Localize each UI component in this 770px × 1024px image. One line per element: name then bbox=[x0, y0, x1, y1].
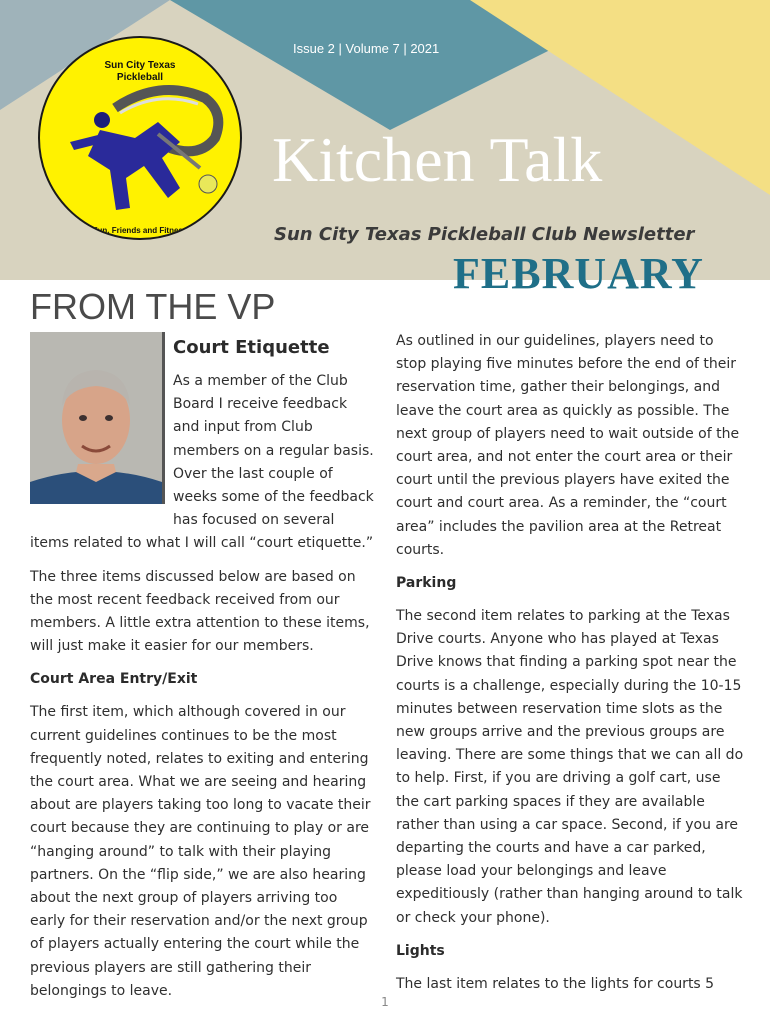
issue-line: Issue 2 | Volume 7 | 2021 bbox=[293, 41, 440, 56]
article-heading: Court Etiquette bbox=[173, 337, 330, 358]
newsletter-subtitle: Sun City Texas Pickleball Club Newsletter bbox=[274, 224, 695, 245]
subheading-court-entry: Court Area Entry/Exit bbox=[30, 671, 198, 688]
subheading-parking: Parking bbox=[396, 575, 457, 592]
logo-tagline: Fun, Friends and Fitness bbox=[92, 226, 188, 235]
newsletter-title: Kitchen Talk bbox=[272, 124, 603, 195]
page-number: 1 bbox=[381, 995, 389, 1009]
photo-wrap-spacer bbox=[30, 370, 173, 516]
section-title: FROM THE VP bbox=[30, 286, 276, 327]
subheading-lights: Lights bbox=[396, 942, 445, 959]
paragraph-3: The first item, which although covered in our current guidelines continues to be the most frequently noted, relates to exiting and entering the court area. What we are seeing and hearing about are players taking too long to vacate their court because they are continuing to play or are “hanging around” to talk with their playing partners. On the “flip side,” we are also hearing about the next group of players arriving too early for their reservation and/or the next group of players actually entering the court while the previous players are still gathering their belongings to leave. bbox=[30, 704, 371, 999]
paragraph-2: The three items discussed below are based on the most recent feedback received from our members. A little extra attention to these items, will just make it easier for our members. bbox=[30, 568, 370, 655]
paragraph-6: The last item relates to the lights for courts 5 bbox=[396, 975, 715, 992]
logo-line-2: Pickleball bbox=[116, 72, 164, 83]
issue-month: FEBRUARY bbox=[453, 249, 704, 298]
left-column bbox=[30, 336, 375, 1003]
paragraph-4: As outlined in our guidelines, players need to stop playing five minutes before the end of their reservation time, gather their belongings, and leave the court area as quickly as possible. The next group of players need to wait outside of the court area, and not enter the court area or their court until the previous players have exited the court and court area. As a reminder, the “court area” includes the pavilion area at the Retreat courts. bbox=[396, 333, 740, 558]
player-silhouette-icon bbox=[40, 38, 242, 240]
article-intro-wrap bbox=[173, 336, 375, 360]
right-column bbox=[396, 330, 744, 996]
club-logo bbox=[38, 36, 242, 240]
intro-paragraph bbox=[30, 370, 375, 556]
paragraph-5: The second item relates to parking at the Texas Drive courts. Anyone who has played at Texas Drive knows that finding a parking spot near the courts is a challenge, especially during the 10-15 minutes between reservation time slots as the new groups arrive and the previous groups are leaving. There are some things that we can all do to help. First, if you are driving a golf cart, use the cart parking spaces if they are available rather than using a car space. Second, if you are departing the courts and have a car parked, please load your belongings and leave expeditiously (rather than hanging around to talk or check your phone). bbox=[396, 608, 744, 926]
logo-line-1: Sun City Texas bbox=[104, 60, 176, 71]
intro-text: As a member of the Club Board I receive feedback and input from Club members on a regular basis. Over the last couple of weeks some of the feedback has focused on several items related to what I will call “court etiquette.” bbox=[30, 373, 374, 552]
